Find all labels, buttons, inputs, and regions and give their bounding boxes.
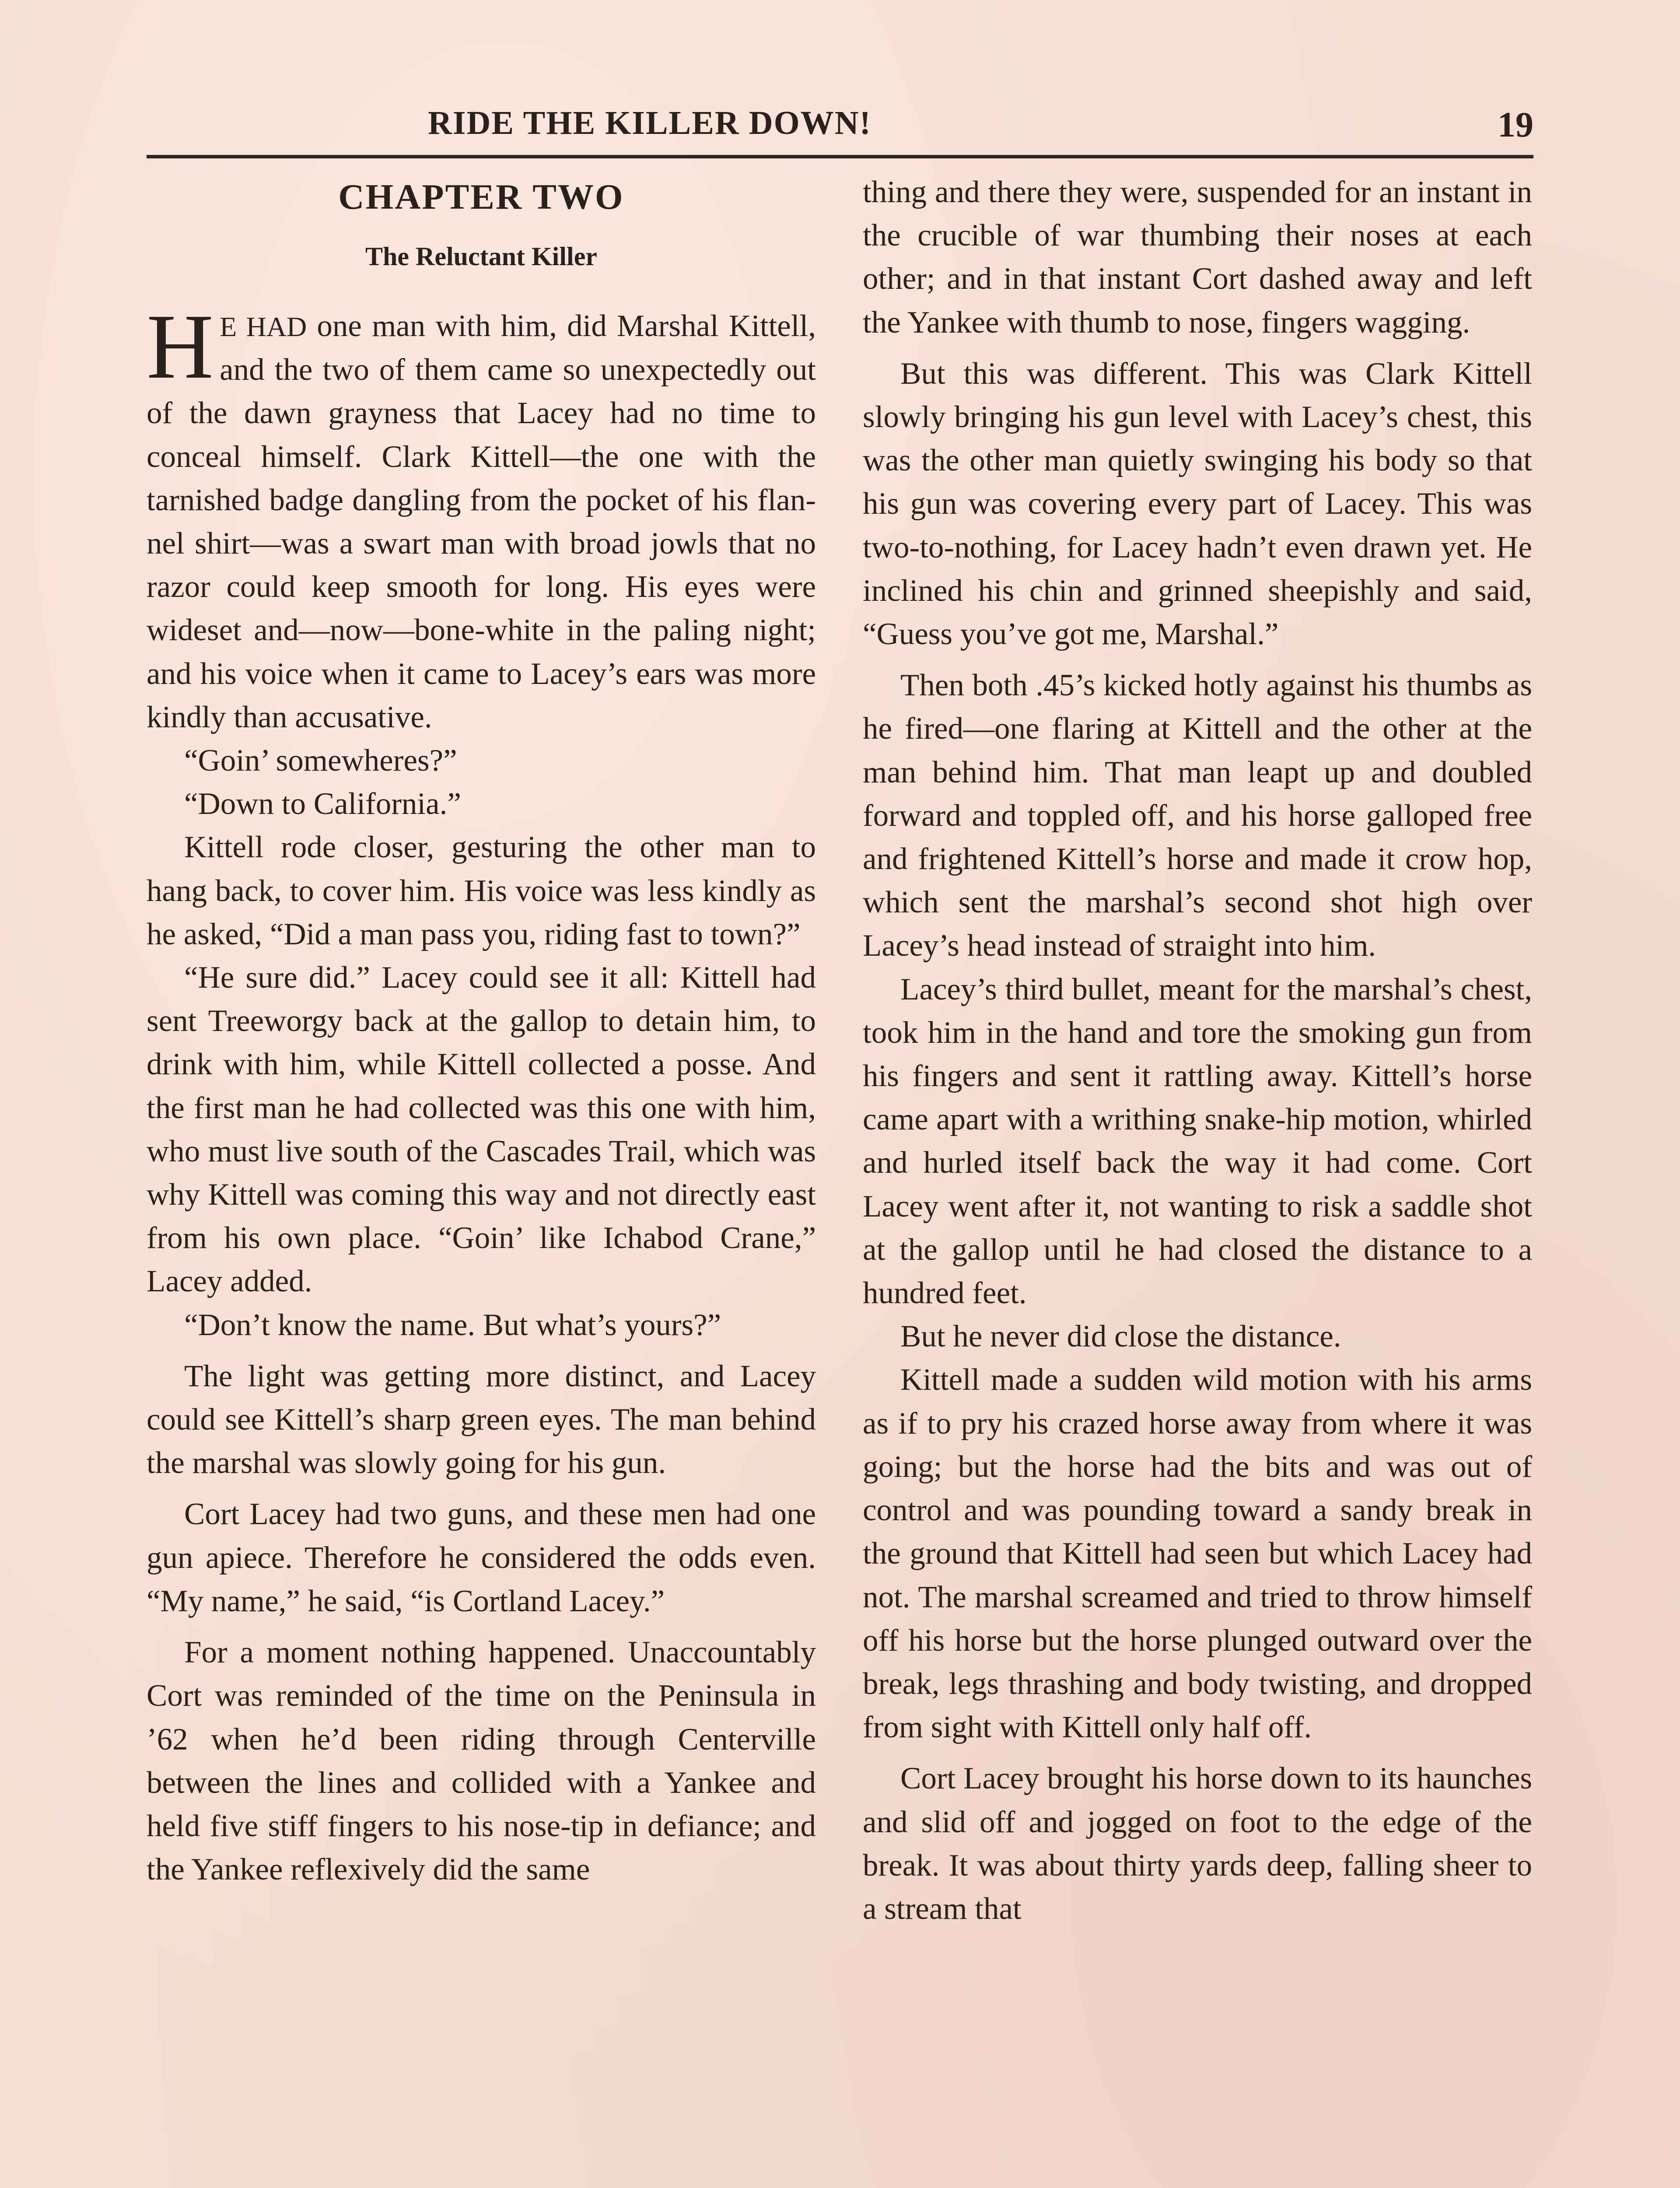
header-rule: [147, 155, 1533, 158]
lead-paragraph: [147, 295, 816, 739]
page-number: 19: [1498, 105, 1533, 144]
paragraph: “He sure did.” Lacey could see it all: Kittell had sent Treeworgy back at the gallop to detain him, to drink with him, while Kittell collected a posse. And the first man he had collected was this one with him, who must live south of the Cascades Trail, which was why Kittell was coming this way and not directly east from his own place. “Goin’ like Ichabod Crane,” Lacey added.: [147, 961, 816, 1299]
paragraph: Cort Lacey had two guns, and these men had one gun apiece. Therefore he considered the odds even. “My name,” he said, “is Cortland Lacey.”: [147, 1497, 816, 1618]
paragraph: Lacey’s third bullet, meant for the marshal’s chest, took him in the hand and tore the smoking gun from his fingers and sent it rattling away. Kittell’s horse came apart with a writhing snake-hip motion, whirled and hurled itself back the way it had come. Cort Lacey went after it, not wanting to risk a saddle shot at the gallop until he had closed the distance to a hundred feet.: [863, 972, 1532, 1311]
paragraph: Cort Lacey brought his horse down to its haunches and slid off and jogged on foot to the edge of the break. It was about thirty yards deep, falling sheer to a stream that: [863, 1761, 1532, 1926]
paragraph: thing and there they were, suspended for an instant in the crucible of war thumbing their noses at each other; and in that instant Cort dashed away and left the Yankee with thumb to nose, fingers wagging.: [863, 175, 1532, 340]
paragraph: For a moment nothing happened. Unaccountably Cort was reminded of the time on the Peninsula in ’62 when he’d been riding through Centerville between the lines and collided with a Yankee and held five stiff fingers to his nose-tip in defiance; and the Yankee reflexively did the same: [147, 1635, 816, 1887]
left-column: [147, 171, 816, 1891]
paragraph: Kittell rode closer, gesturing the other man to hang back, to cover him. His voice was less kindly as he asked, “Did a man pass you, riding fast to town?”: [147, 830, 816, 951]
drop-cap: H: [147, 295, 214, 398]
paragraph: “Down to California.”: [184, 787, 461, 821]
paragraph: Then both .45’s kicked hotly against his thumbs as he fired—one flaring at Kittell and the other at the man behind him. That man leapt up and doubled forward and toppled off, and his horse galloped free and frightened Kittell’s horse and made it crow hop, which sent the marshal’s second shot high over Lacey’s head instead of straight into him.: [863, 668, 1532, 963]
paragraph: “Goin’ somewheres?”: [184, 743, 457, 778]
running-head: [147, 104, 1533, 152]
lead-text: one man with him, did Marshal Kittell, and the two of them came so unexpectedly out of the dawn grayness that Lacey had no time to conceal himself. Clark Kittell—the one with the tarnished badge dangling from the pocket of his flannel shirt—was a swart man with broad jowls that no razor could keep smooth for long. His eyes were wideset and—now—bone-white in the paling night; and his voice when it came to Lacey’s ears was more kindly than accusative.: [147, 309, 816, 734]
paragraph: But this was different. This was Clark Kittell slowly bringing his gun level with Lacey’s chest, this was the other man quietly swinging his body so that his gun was covering every part of Lacey. This was two-to-nothing, for Lacey hadn’t even drawn yet. He inclined his chin and grinned sheepishly and said, “Guess you’ve got me, Marshal.”: [863, 356, 1532, 652]
running-title: RIDE THE KILLER DOWN!: [427, 105, 872, 141]
paragraph: But he never did close the distance.: [900, 1319, 1341, 1354]
chapter-title: CHAPTER TWO: [338, 177, 624, 217]
right-column: [863, 171, 1532, 1931]
chapter-subtitle: The Reluctant Killer: [365, 242, 597, 271]
paragraph: “Don’t know the name. But what’s yours?”: [184, 1308, 721, 1342]
paragraph: The light was getting more distinct, and Lacey could see Kittell’s sharp green eyes. The man behind the marshal was slowly going for his gun.: [147, 1359, 816, 1480]
lead-caps: E HAD: [220, 311, 307, 342]
paragraph: Kittell made a sudden wild motion with his arms as if to pry his crazed horse away from where it was going; but the horse had the bits and was out of control and was pounding toward a sandy break in the ground that Kittell had seen but which Lacey had not. The marshal screamed and tried to throw himself off his horse but the horse plunged outward over the break, legs thrashing and body twisting, and dropped from sight with Kittell only half off.: [863, 1363, 1532, 1745]
